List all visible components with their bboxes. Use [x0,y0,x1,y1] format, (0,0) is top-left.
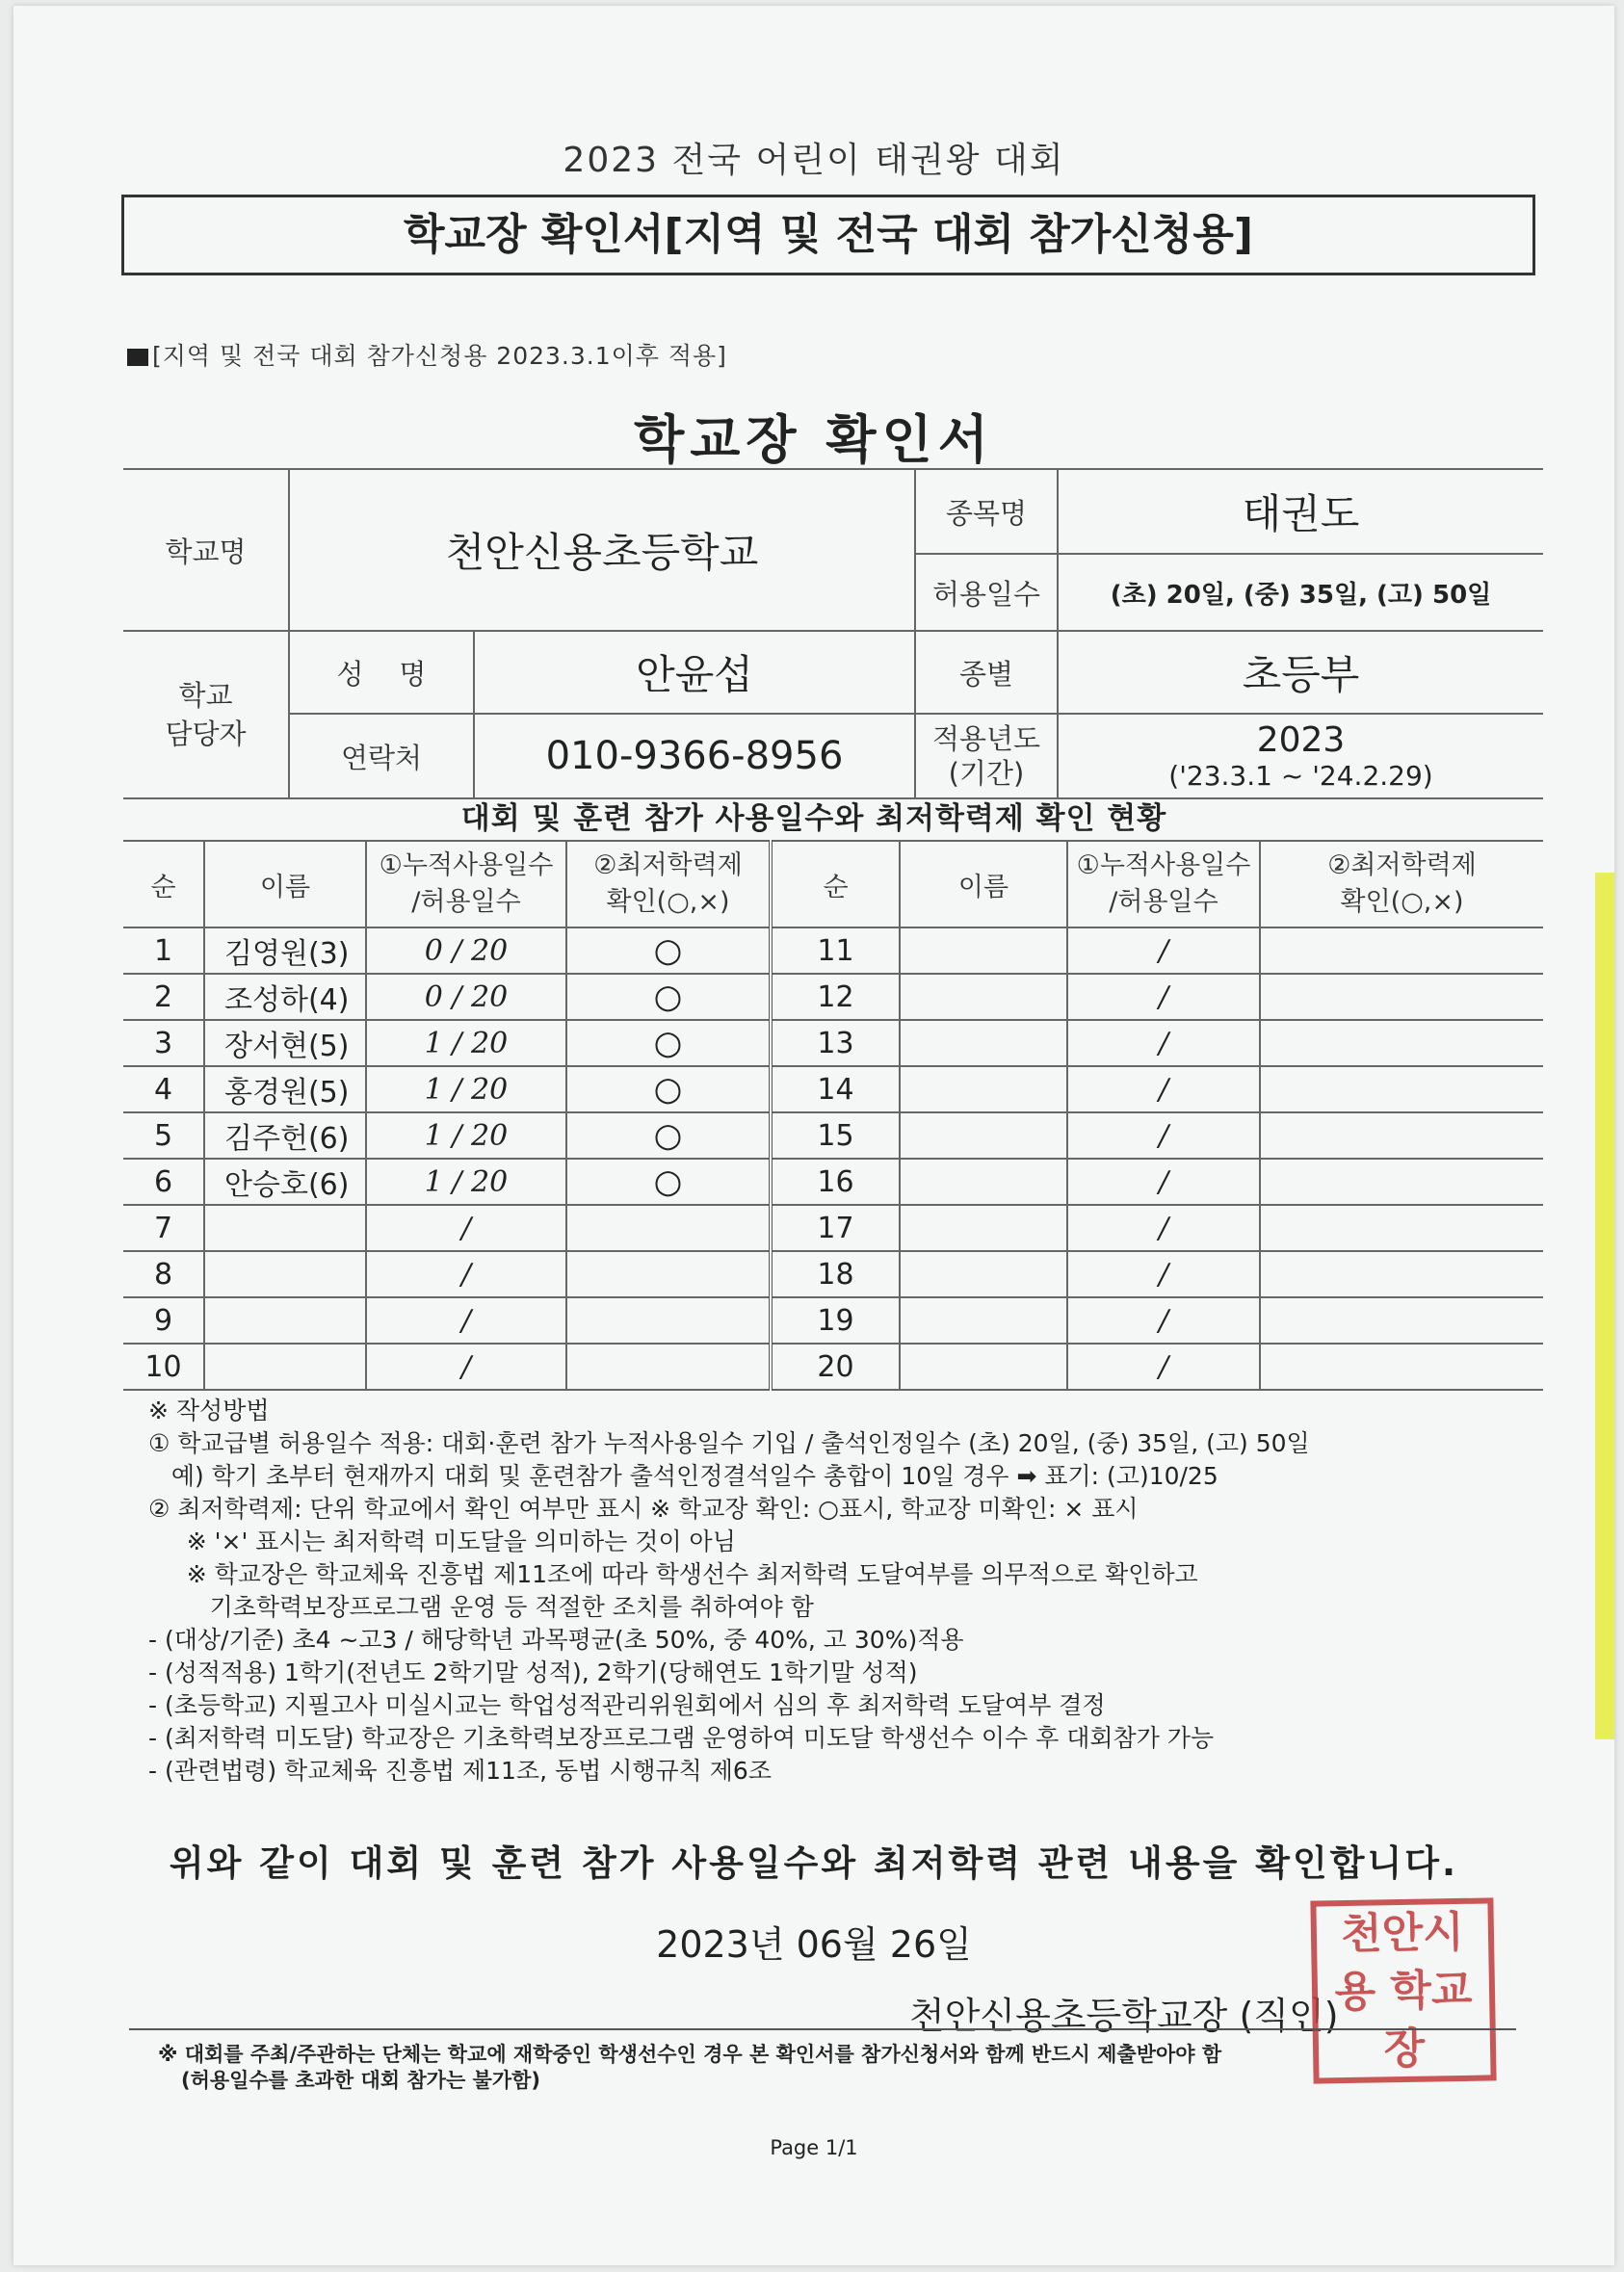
row-days: 1 / 20 [366,1020,566,1066]
row-check [566,1066,771,1112]
row-days: / [1067,927,1260,974]
footnote-line-1: ※ 대회를 주최/주관하는 단체는 학교에 재학중인 학생선수인 경우 본 확인서를 참가신청서와 함께 반드시 제출받아야 함 [158,2043,1222,2066]
row-number: 20 [771,1344,900,1390]
table-row [123,1251,1543,1297]
table-row [123,1066,1543,1112]
instruction-line: - (초등학교) 지필고사 미실시교는 학업성적관리위원회에서 심의 후 최저학력 도달여부 결정 [148,1691,1106,1719]
manager-label: 학교 담당자 [123,631,289,798]
row-days: 0 / 20 [366,974,566,1020]
table-row [123,1020,1543,1066]
year-cell [1058,714,1543,798]
check-mark: ○ [653,1070,683,1109]
name-value: 안윤섭 [474,631,915,714]
table-title: 대회 및 훈련 참가 사용일수와 최저학력제 확인 현황 [460,801,1167,836]
official-seal: 천안시 용 학교장 [1310,1897,1496,2083]
instruction-line: - (성적적용) 1학기(전년도 2학기말 성적), 2학기(당해연도 1학기말 성적) [148,1658,918,1686]
row-check [1260,1297,1543,1344]
row-number: 11 [771,927,900,974]
sport-label: 종목명 [915,469,1058,554]
header-days: ①누적사용일수 /허용일수 [1067,841,1260,927]
division-label: 종별 [915,631,1058,714]
footnote-line-2: (허용일수를 초과한 대회 참가는 불가함) [181,2069,541,2092]
school-label: 학교명 [123,469,289,631]
table-row [123,1159,1543,1205]
instruction-line: ※ 학교장은 학교체육 진흥법 제11조에 따라 학생선수 최저학력 도달여부를 의무적으로 확인하고 [148,1560,1198,1588]
instruction-line: ※ '×' 표시는 최저학력 미도달을 의미하는 것이 아님 [148,1528,736,1555]
applicability-note-text: [지역 및 전국 대회 참가신청용 2023.3.1이후 적용] [152,342,727,370]
row-check [1260,1205,1543,1251]
row-number: 18 [771,1251,900,1297]
instruction-line: ※ 작성방법 [148,1397,270,1424]
contact-value: 010-9366-8956 [474,714,915,798]
allowed-days-value: (초) 20일, (중) 35일, (고) 50일 [1058,554,1543,631]
instruction-line: ① 학교급별 허용일수 적용: 대회·훈련 참가 누적사용일수 기입 / 출석인정일수 (초) 20일, (중) 35일, (고) 50일 [148,1429,1310,1457]
footer-divider [129,2028,1516,2030]
division-value: 초등부 [1058,631,1543,714]
row-check [1260,1251,1543,1297]
check-mark: ○ [653,1116,683,1155]
row-name: 장서현(5) [204,1020,366,1066]
row-days: / [1067,1344,1260,1390]
instructions [148,1395,1535,1788]
table-row [123,1297,1543,1344]
row-check [1260,927,1543,974]
row-name [900,1344,1067,1390]
year-period: ('23.3.1 ~ '24.2.29) [1168,760,1433,792]
year-label: 적용년도 (기간) [915,714,1058,798]
signer-name: 천안신용초등학교장 [909,1995,1228,2037]
row-check [566,1112,771,1159]
row-number: 13 [771,1020,900,1066]
row-check [566,974,771,1020]
contact-label: 연락처 [289,714,474,798]
row-days: 1 / 20 [366,1112,566,1159]
row-check [1260,1344,1543,1390]
header-name: 이름 [204,841,366,927]
row-name [900,1159,1067,1205]
row-name: 조성하(4) [204,974,366,1020]
info-table [123,468,1543,799]
row-days: / [1067,1205,1260,1251]
row-days: / [1067,1112,1260,1159]
row-name: 홍경원(5) [204,1066,366,1112]
row-name [204,1205,366,1251]
row-number: 12 [771,974,900,1020]
table-row [123,1205,1543,1251]
table-row [123,927,1543,974]
row-number: 14 [771,1066,900,1112]
header-check: ②최저학력제 확인(○,×) [1260,841,1543,927]
row-check [1260,1066,1543,1112]
row-number: 3 [123,1020,204,1066]
check-mark: ○ [653,978,683,1016]
header-name: 이름 [900,841,1067,927]
row-number: 16 [771,1159,900,1205]
row-check [566,1297,771,1344]
row-days: / [1067,1297,1260,1344]
row-days: / [1067,974,1260,1020]
row-check [1260,1020,1543,1066]
header-no: 순 [771,841,900,927]
event-title: 2023 전국 어린이 태권왕 대회 [563,141,1065,180]
row-name [900,974,1067,1020]
header-check: ②최저학력제 확인(○,×) [566,841,771,927]
row-days: / [1067,1066,1260,1112]
row-days: 1 / 20 [366,1159,566,1205]
document-title: 학교장 확인서 [634,409,994,470]
row-days: / [1067,1020,1260,1066]
row-number: 2 [123,974,204,1020]
row-number: 8 [123,1251,204,1297]
yellow-background-strip [1595,873,1614,1739]
row-number: 7 [123,1205,204,1251]
row-number: 9 [123,1297,204,1344]
row-name: 김주헌(6) [204,1112,366,1159]
row-number: 17 [771,1205,900,1251]
sign-mark: (직인) [1239,1995,1339,2037]
row-name [204,1297,366,1344]
allowed-days-label: 허용일수 [915,554,1058,631]
row-check [566,1020,771,1066]
row-name [900,1066,1067,1112]
row-check [566,1205,771,1251]
form-title-box: 학교장 확인서[지역 및 전국 대회 참가신청용] [121,195,1535,275]
year-value: 2023 [1256,720,1346,760]
confirmation-statement: 위와 같이 대회 및 훈련 참가 사용일수와 최저학력 관련 내용을 확인합니다. [169,1842,1459,1884]
row-days: 0 / 20 [366,927,566,974]
row-name: 김영원(3) [204,927,366,974]
row-number: 5 [123,1112,204,1159]
header-days: ①누적사용일수 /허용일수 [366,841,566,927]
footnote [158,2042,1506,2094]
participation-rows [123,927,1543,1390]
participation-table [123,840,1543,1391]
check-mark: ○ [653,1162,683,1201]
issue-date: 2023년 06월 26일 [656,1923,972,1966]
row-name: 안승호(6) [204,1159,366,1205]
row-number: 1 [123,927,204,974]
row-number: 19 [771,1297,900,1344]
sport-value: 태권도 [1058,469,1543,554]
row-name [900,1020,1067,1066]
applicability-note [127,337,727,372]
table-row [123,1344,1543,1390]
school-value: 천안신용초등학교 [289,469,915,631]
row-name [900,1112,1067,1159]
row-check [566,1251,771,1297]
row-days: 1 / 20 [366,1066,566,1112]
signer [909,1986,1339,2039]
instruction-line: 예) 학기 초부터 현재까지 대회 및 훈련참가 출석인정결석일수 총합이 10일 경우 ➡ 표기: (고)10/25 [148,1462,1218,1490]
table-row [123,974,1543,1020]
row-days: / [366,1205,566,1251]
row-name [900,927,1067,974]
header-no: 순 [123,841,204,927]
instruction-line: - (대상/기준) 초4 ~고3 / 해당학년 과목평균(초 50%, 중 40%, 고 30%)적용 [148,1626,964,1654]
row-number: 4 [123,1066,204,1112]
page-number: Page 1/1 [770,2136,858,2159]
name-label: 성 명 [289,631,474,714]
row-check [1260,974,1543,1020]
row-number: 6 [123,1159,204,1205]
row-name [204,1344,366,1390]
row-days: / [1067,1159,1260,1205]
row-number: 15 [771,1112,900,1159]
check-mark: ○ [653,1024,683,1062]
row-days: / [1067,1251,1260,1297]
row-days: / [366,1251,566,1297]
row-check [566,1159,771,1205]
row-name [900,1297,1067,1344]
square-bullet-icon [127,349,148,366]
document-page [13,6,1614,2265]
instruction-line: 기초학력보장프로그램 운영 등 적절한 조치를 취하여야 함 [148,1593,814,1621]
row-name [900,1205,1067,1251]
instruction-line: - (최저학력 미도달) 학교장은 기초학력보장프로그램 운영하여 미도달 학생선수 이수 후 대회참가 가능 [148,1724,1215,1752]
table-row [123,1112,1543,1159]
row-check [1260,1112,1543,1159]
instruction-line: - (관련법령) 학교체육 진흥법 제11조, 동법 시행규칙 제6조 [148,1757,772,1785]
row-number: 10 [123,1344,204,1390]
row-check [1260,1159,1543,1205]
check-mark: ○ [653,931,683,970]
row-days: / [366,1344,566,1390]
row-check [566,927,771,974]
instruction-line: ② 최저학력제: 단위 학교에서 확인 여부만 표시 ※ 학교장 확인: ○표시, 학교장 미확인: × 표시 [148,1495,1139,1523]
row-check [566,1344,771,1390]
row-name [204,1251,366,1297]
row-days: / [366,1297,566,1344]
row-name [900,1251,1067,1297]
